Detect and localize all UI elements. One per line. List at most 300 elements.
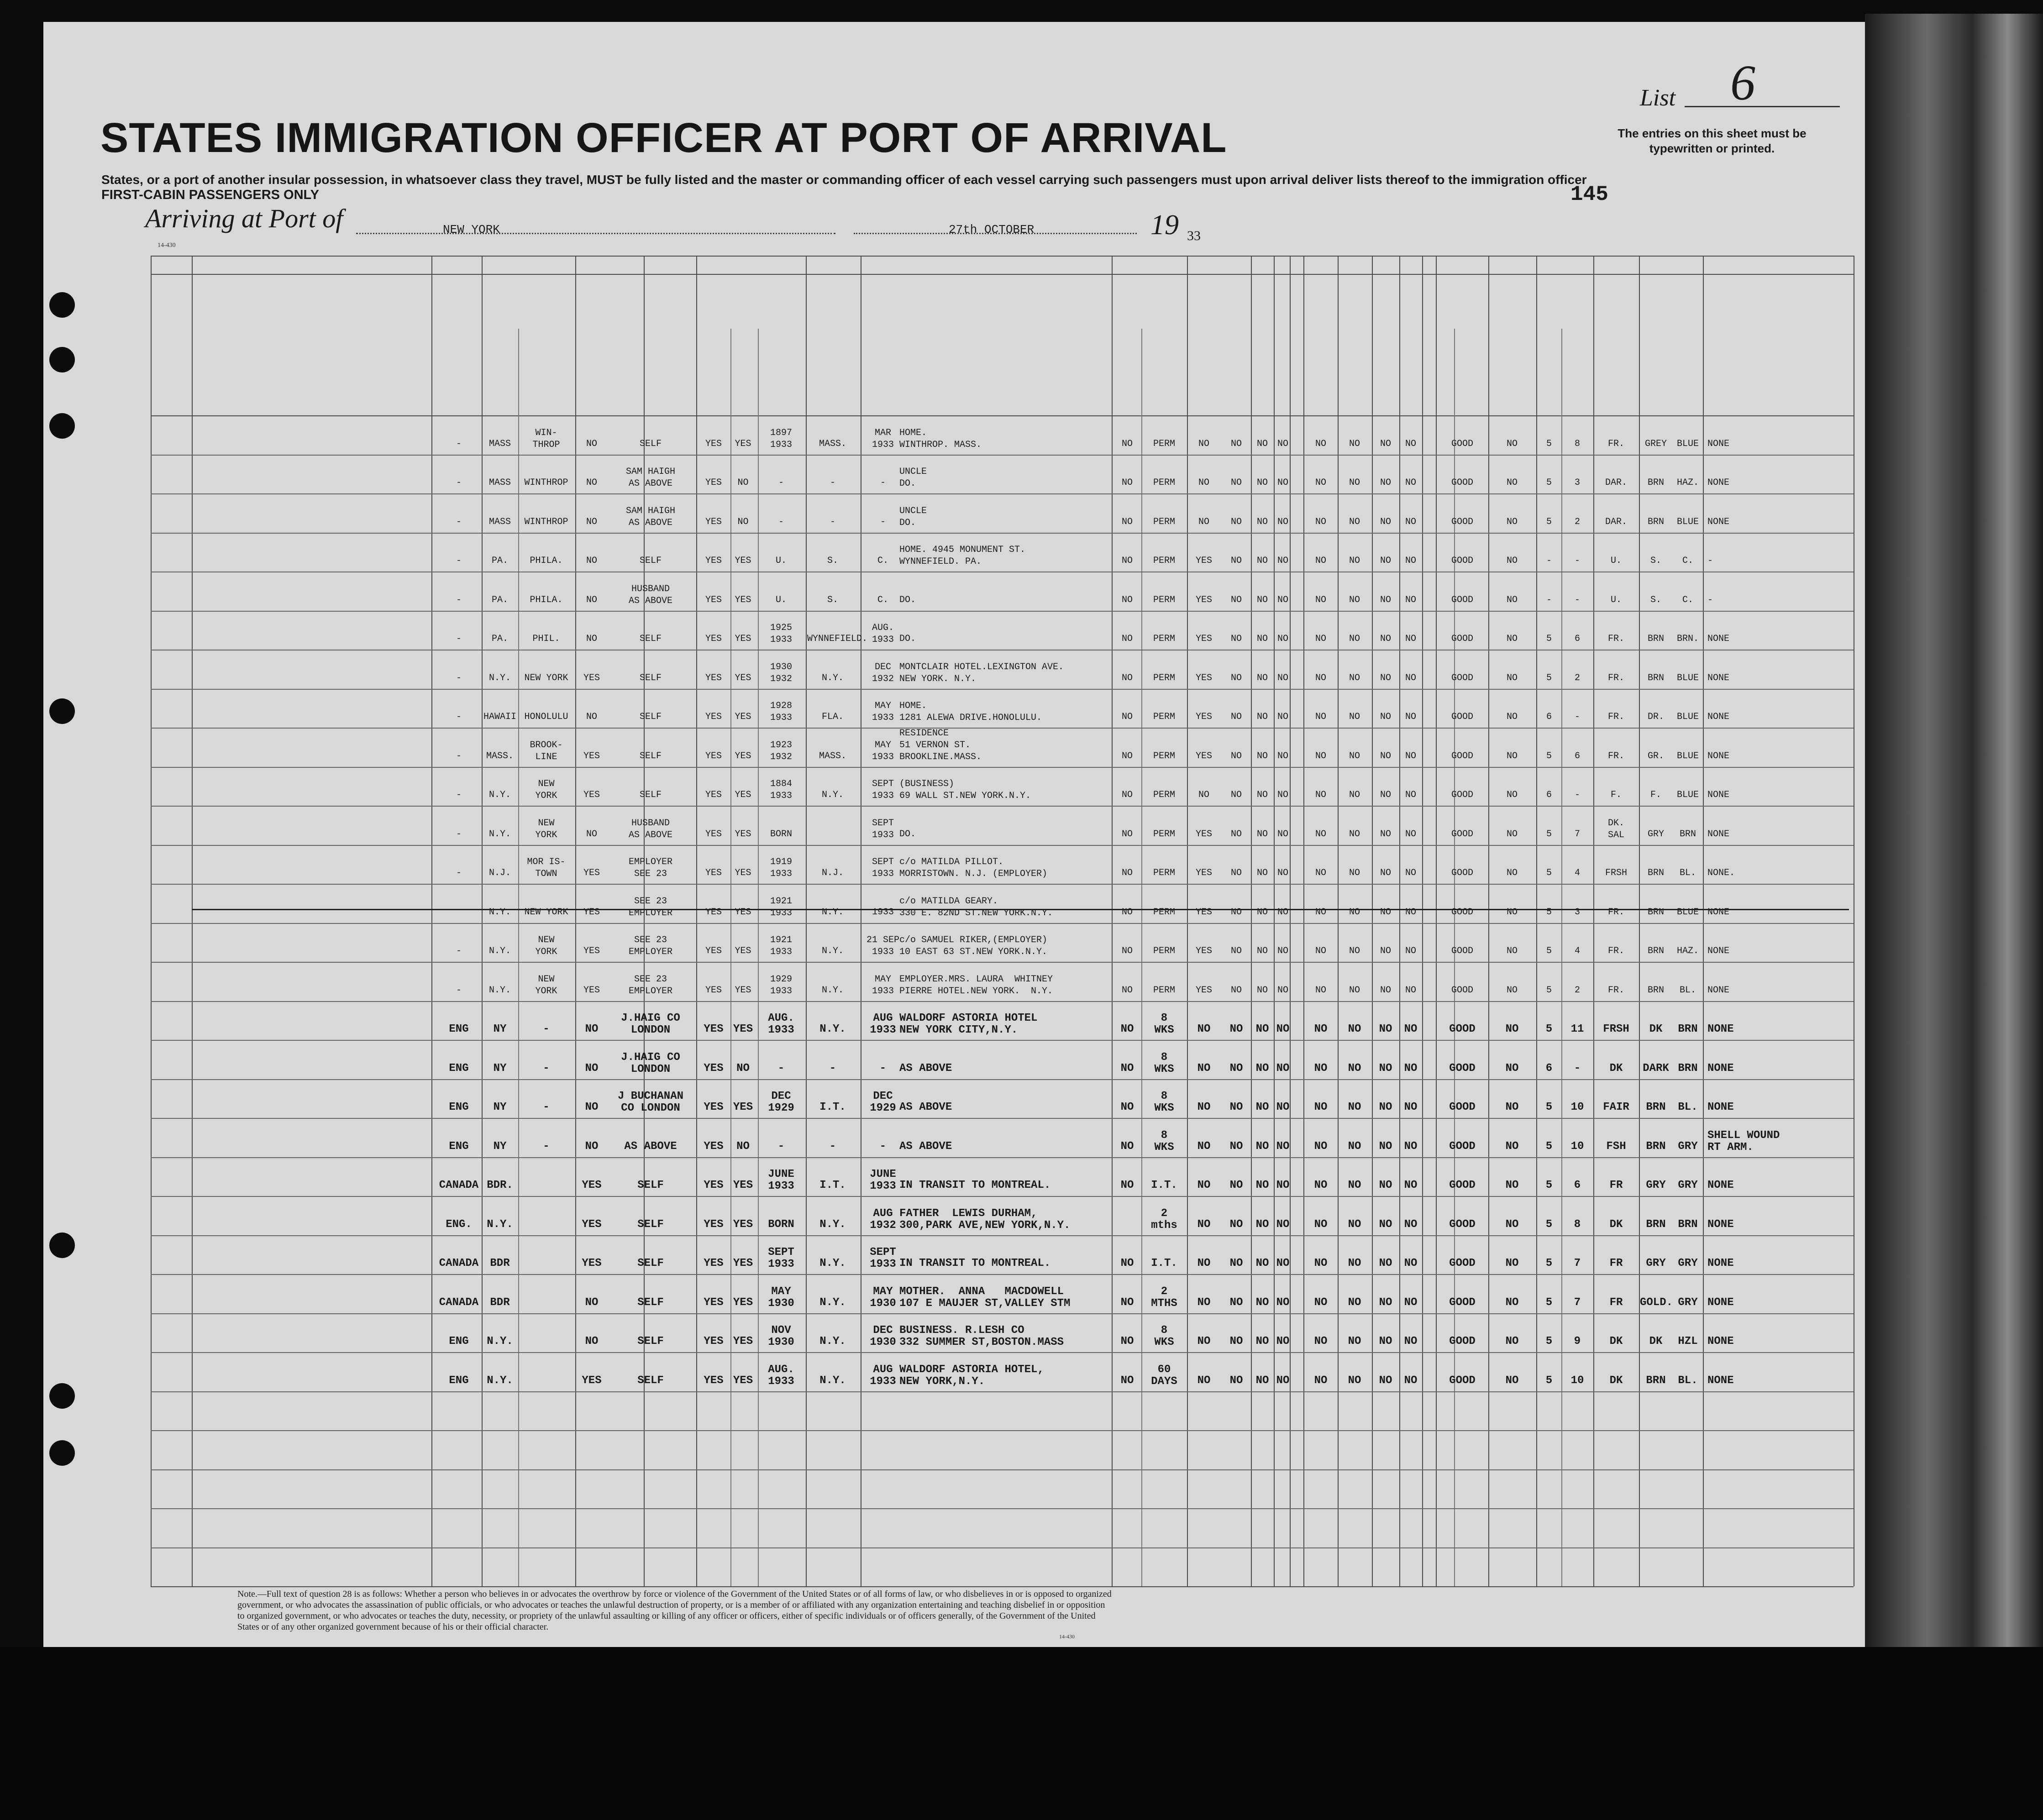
cell-where: N.Y. bbox=[819, 1257, 846, 1269]
cell-q25: NO bbox=[1229, 1257, 1243, 1269]
cell-ticket: NO bbox=[586, 477, 597, 488]
cell-p3: NO bbox=[1197, 1335, 1211, 1348]
cell-where: FLA. bbox=[821, 712, 844, 722]
cell-q29: NO bbox=[1348, 1335, 1361, 1348]
cell-where: WYNNEFIELD. bbox=[807, 634, 868, 644]
cell-ticket: NO bbox=[585, 1140, 599, 1153]
cell-marks: NONE bbox=[1707, 516, 1730, 527]
cell-health: GOOD bbox=[1449, 1218, 1476, 1231]
cell-health: GOOD bbox=[1451, 556, 1473, 566]
cell-q30: NO bbox=[1379, 1140, 1392, 1153]
cell-eyes: GRY bbox=[1678, 1296, 1698, 1309]
cell-p3: YES bbox=[1195, 556, 1212, 566]
cell-yrs: U. bbox=[775, 594, 787, 605]
cell-s50: YES bbox=[705, 477, 722, 488]
cell-p2: PERM bbox=[1153, 712, 1175, 722]
cell-paid: HUSBAND AS ABOVE bbox=[628, 583, 672, 606]
cell-in: 3 bbox=[1574, 477, 1580, 488]
cell-paid: HUSBAND AS ABOVE bbox=[628, 818, 672, 840]
cell-in: 7 bbox=[1574, 1257, 1581, 1269]
cell-paid: SAM HAIGH AS ABOVE bbox=[625, 467, 676, 489]
arriving-label: Arriving at Port of bbox=[145, 204, 343, 233]
page-subtitle: States, or a port of another insular possession, in whatsoever class they travel, MUST be fully listed and the master or commanding officer of each vessel carrying such passengers must upon arrival deliver lists thereof to the immigration officer bbox=[101, 173, 1587, 187]
cell-q27: NO bbox=[1277, 634, 1288, 644]
cell-hair: BRN bbox=[1647, 672, 1664, 683]
row-line bbox=[151, 1469, 1854, 1470]
row-line bbox=[151, 611, 1854, 612]
cell-city: HONOLULU bbox=[524, 712, 568, 722]
cell-yrs: AUG. 1933 bbox=[768, 1363, 794, 1388]
cell-city: WINTHROP bbox=[524, 516, 568, 527]
cell-p1: NO bbox=[1121, 634, 1133, 644]
cell-ft: 5 bbox=[1546, 985, 1552, 996]
cell-p2: I.T. bbox=[1151, 1179, 1177, 1191]
cell-ft: 5 bbox=[1546, 516, 1552, 527]
cell-ft: 5 bbox=[1546, 672, 1552, 683]
cell-state: NY bbox=[493, 1062, 507, 1075]
cell-where: N.Y. bbox=[821, 985, 844, 996]
cell-p1: NO bbox=[1120, 1296, 1134, 1309]
cell-ticket: YES bbox=[582, 1257, 602, 1269]
cell-q26: NO bbox=[1255, 1062, 1269, 1075]
row-line bbox=[151, 806, 1854, 807]
cell-city: - bbox=[543, 1062, 550, 1075]
cell-in: - bbox=[1574, 712, 1580, 722]
cell-eyes: GRY bbox=[1678, 1257, 1698, 1269]
cell-city: PHIL. bbox=[532, 634, 560, 644]
cell-deformed: NO bbox=[1506, 634, 1518, 644]
cell-q31: NO bbox=[1405, 907, 1416, 918]
cell-join: AS ABOVE bbox=[899, 1140, 952, 1153]
cell-ticket: YES bbox=[582, 1218, 602, 1231]
cell-cx: FR. bbox=[1607, 985, 1624, 996]
cell-ft: 6 bbox=[1546, 790, 1552, 800]
cell-ticket: NO bbox=[586, 556, 597, 566]
cell-paid: SEE 23 EMPLOYER bbox=[628, 974, 672, 997]
cell-q25: NO bbox=[1230, 594, 1242, 605]
cell-p1: NO bbox=[1120, 1335, 1134, 1348]
cell-q30: NO bbox=[1380, 438, 1391, 449]
cell-deformed: NO bbox=[1506, 750, 1518, 761]
cell-q29: NO bbox=[1349, 907, 1360, 918]
cell-state: N.Y. bbox=[488, 985, 511, 996]
cell-yrs: JUNE 1933 bbox=[768, 1168, 794, 1192]
cell-join: FATHER LEWIS DURHAM, 300,PARK AVE,NEW YORK,N.Y. bbox=[899, 1207, 1071, 1232]
cell-marks: NONE bbox=[1707, 985, 1730, 996]
cell-ticket: NO bbox=[586, 438, 597, 449]
cell-last: DEC 1932 bbox=[872, 661, 894, 684]
cell-q31: NO bbox=[1404, 1257, 1418, 1269]
cell-where: S. bbox=[827, 594, 838, 605]
cell-q28: NO bbox=[1315, 790, 1326, 800]
cell-deformed: NO bbox=[1505, 1062, 1519, 1075]
cell-q25: NO bbox=[1229, 1179, 1243, 1191]
cell-state: N.Y. bbox=[487, 1374, 513, 1387]
cell-where: N.Y. bbox=[821, 672, 844, 683]
cell-q27: NO bbox=[1276, 1140, 1290, 1153]
cell-last: MAR 1933 bbox=[872, 427, 894, 450]
cell-p1: NO bbox=[1121, 438, 1133, 449]
cell-in: 4 bbox=[1574, 868, 1580, 878]
cell-where: S. bbox=[827, 556, 838, 566]
cell-join: UNCLE DO. bbox=[899, 467, 927, 489]
cell-hair: GR. bbox=[1647, 750, 1664, 761]
cell-ft: 5 bbox=[1546, 477, 1552, 488]
cell-ticket: NO bbox=[586, 594, 597, 605]
cell-state: N.Y. bbox=[487, 1335, 513, 1348]
cell-ft: 6 bbox=[1546, 712, 1552, 722]
cell-q29: NO bbox=[1348, 1101, 1361, 1113]
cell-s50: YES bbox=[705, 516, 722, 527]
cell-state: N.Y. bbox=[488, 946, 511, 956]
cell-p2: I.T. bbox=[1151, 1257, 1177, 1269]
cell-deformed: NO bbox=[1506, 438, 1518, 449]
cell-paid: SELF bbox=[639, 634, 662, 644]
cell-city: NEW YORK bbox=[535, 779, 557, 801]
cell-q30: NO bbox=[1380, 868, 1391, 878]
cell-where: N.Y. bbox=[821, 790, 844, 800]
cell-q30: NO bbox=[1380, 985, 1391, 996]
cell-ever: YES bbox=[733, 1101, 753, 1113]
cell-cx: DAR. bbox=[1605, 477, 1627, 488]
cell-foreign: ENG. bbox=[446, 1218, 472, 1231]
cell-marks: NONE bbox=[1707, 672, 1730, 683]
cell-in: 8 bbox=[1574, 438, 1580, 449]
cell-q27: NO bbox=[1276, 1179, 1290, 1191]
cell-cx: FR. bbox=[1607, 946, 1624, 956]
cell-p2: PERM bbox=[1153, 438, 1175, 449]
row-line bbox=[151, 533, 1854, 534]
cell-cx: FR bbox=[1609, 1296, 1623, 1309]
cell-eyes: HAZ. bbox=[1676, 946, 1699, 956]
cell-paid: SELF bbox=[639, 712, 662, 722]
cell-q29: NO bbox=[1349, 868, 1360, 878]
cell-s50: YES bbox=[704, 1101, 724, 1113]
cell-join: (BUSINESS) 69 WALL ST.NEW YORK.N.Y. bbox=[899, 779, 1031, 801]
cell-q31: NO bbox=[1405, 516, 1416, 527]
cell-q28: NO bbox=[1314, 1257, 1328, 1269]
cell-p3: NO bbox=[1198, 516, 1209, 527]
cell-marks: SHELL WOUND RT ARM. bbox=[1707, 1129, 1780, 1154]
row-line bbox=[151, 962, 1854, 963]
cell-q31: NO bbox=[1405, 634, 1416, 644]
cell-eyes: BLUE bbox=[1676, 438, 1699, 449]
cell-state: BDR bbox=[490, 1296, 510, 1309]
cell-yrs: BORN bbox=[770, 829, 792, 839]
cell-health: GOOD bbox=[1449, 1296, 1476, 1309]
cell-paid: SELF bbox=[637, 1257, 664, 1269]
cell-deformed: NO bbox=[1506, 516, 1518, 527]
cell-ft: 5 bbox=[1545, 1101, 1553, 1113]
cell-ft: 5 bbox=[1546, 438, 1552, 449]
cell-p3: YES bbox=[1195, 946, 1212, 956]
cell-cx: FSH bbox=[1606, 1140, 1626, 1153]
cell-q29: NO bbox=[1349, 672, 1360, 683]
cell-cx: DK bbox=[1609, 1335, 1623, 1348]
cell-ft: 5 bbox=[1545, 1296, 1553, 1309]
cell-ever: YES bbox=[735, 868, 751, 878]
cell-cx: FRSH bbox=[1603, 1023, 1629, 1035]
cell-join: HOME. WINTHROP. MASS. bbox=[899, 427, 982, 450]
cell-in: - bbox=[1574, 594, 1580, 605]
cell-health: GOOD bbox=[1449, 1257, 1476, 1269]
cell-paid: J.HAIG CO LONDON bbox=[621, 1051, 680, 1075]
cell-q31: NO bbox=[1405, 712, 1416, 722]
cell-marks: NONE bbox=[1707, 790, 1730, 800]
cell-q28: NO bbox=[1314, 1140, 1328, 1153]
cell-s50: YES bbox=[704, 1218, 724, 1231]
cell-foreign: - bbox=[456, 868, 462, 878]
cell-last: MAY 1933 bbox=[872, 974, 894, 997]
cell-hair: BRN bbox=[1647, 985, 1664, 996]
cell-hair: GOLD. bbox=[1640, 1296, 1673, 1309]
cell-where: - bbox=[829, 1062, 836, 1075]
cell-city: - bbox=[543, 1140, 550, 1153]
cell-hair: BRN bbox=[1646, 1101, 1666, 1113]
cell-ft: 5 bbox=[1545, 1140, 1553, 1153]
row-line bbox=[151, 767, 1854, 768]
cell-p3: NO bbox=[1197, 1140, 1211, 1153]
cell-foreign: ENG bbox=[449, 1062, 469, 1075]
cell-q27: NO bbox=[1276, 1335, 1290, 1348]
cell-ever: YES bbox=[735, 634, 751, 644]
cell-q25: NO bbox=[1230, 556, 1242, 566]
cell-q28: NO bbox=[1315, 712, 1326, 722]
cell-foreign: ENG bbox=[449, 1140, 469, 1153]
page-number: 145 bbox=[1570, 183, 1608, 206]
cell-q29: NO bbox=[1349, 790, 1360, 800]
cell-in: 9 bbox=[1574, 1335, 1581, 1348]
cell-q30: NO bbox=[1380, 594, 1391, 605]
cell-yrs: 1921 1933 bbox=[770, 896, 792, 918]
cell-s50: YES bbox=[705, 790, 722, 800]
cell-q27: NO bbox=[1277, 712, 1288, 722]
cell-foreign: - bbox=[456, 438, 462, 449]
year-prefix: 19 bbox=[1150, 210, 1179, 241]
cell-where: - bbox=[830, 516, 835, 527]
row-line bbox=[151, 1157, 1854, 1158]
cell-q29: NO bbox=[1349, 946, 1360, 956]
cell-q26: NO bbox=[1256, 790, 1268, 800]
cell-q31: NO bbox=[1405, 829, 1416, 839]
cell-q26: NO bbox=[1255, 1374, 1269, 1387]
cell-yrs: U. bbox=[775, 556, 787, 566]
cell-ticket: NO bbox=[585, 1023, 599, 1035]
cell-s50: YES bbox=[705, 907, 722, 918]
cell-where: N.Y. bbox=[819, 1218, 846, 1231]
cell-ticket: NO bbox=[585, 1296, 599, 1309]
cell-where: - bbox=[829, 1140, 836, 1153]
cell-foreign: - bbox=[456, 672, 462, 683]
cell-foreign: - bbox=[456, 556, 462, 566]
cell-p3: NO bbox=[1198, 477, 1209, 488]
cell-q25: NO bbox=[1230, 438, 1242, 449]
cell-ticket: YES bbox=[583, 907, 600, 918]
cell-hair: BRN bbox=[1646, 1140, 1666, 1153]
cell-ticket: NO bbox=[585, 1062, 599, 1075]
cell-q31: NO bbox=[1404, 1296, 1418, 1309]
header-bottom-line bbox=[151, 415, 1854, 416]
cell-foreign: - bbox=[456, 516, 462, 527]
cell-city: BROOK- LINE bbox=[530, 740, 563, 762]
cell-p3: YES bbox=[1195, 750, 1212, 761]
cell-q28: NO bbox=[1315, 985, 1326, 996]
row-line bbox=[151, 1313, 1854, 1314]
cell-p3: NO bbox=[1197, 1023, 1211, 1035]
cell-q31: NO bbox=[1405, 672, 1416, 683]
cell-q29: NO bbox=[1348, 1140, 1361, 1153]
cell-hair: DK bbox=[1649, 1335, 1663, 1348]
cell-eyes: BRN bbox=[1678, 1218, 1698, 1231]
cell-q31: NO bbox=[1404, 1062, 1418, 1075]
cell-ever: YES bbox=[733, 1023, 753, 1035]
cell-q30: NO bbox=[1380, 634, 1391, 644]
cell-eyes: BRN bbox=[1679, 829, 1696, 839]
cell-q31: NO bbox=[1404, 1140, 1418, 1153]
cell-yrs: 1884 1933 bbox=[770, 779, 792, 801]
cell-cx: FR bbox=[1609, 1257, 1623, 1269]
cell-where: - bbox=[830, 477, 835, 488]
cell-s50: YES bbox=[705, 672, 722, 683]
cell-join: DO. bbox=[899, 594, 916, 605]
row-line bbox=[151, 1274, 1854, 1275]
cell-ticket: YES bbox=[582, 1179, 602, 1191]
cell-state: BDR bbox=[490, 1257, 510, 1269]
cell-marks: NONE bbox=[1707, 1179, 1734, 1191]
port-value: NEW YORK bbox=[443, 223, 500, 236]
cell-ft: 5 bbox=[1546, 907, 1552, 918]
cell-p3: YES bbox=[1195, 985, 1212, 996]
cell-paid: SELF bbox=[637, 1218, 664, 1231]
cell-deformed: NO bbox=[1505, 1257, 1519, 1269]
cell-q29: NO bbox=[1348, 1296, 1361, 1309]
cell-join: c/o MATILDA PILLOT. MORRISTOWN. N.J. (EMPLOYER) bbox=[899, 857, 1048, 879]
cell-hair: DK bbox=[1649, 1023, 1663, 1035]
cell-foreign: - bbox=[456, 712, 462, 722]
cell-deformed: NO bbox=[1506, 946, 1518, 956]
cell-q29: NO bbox=[1349, 634, 1360, 644]
cell-deformed: NO bbox=[1506, 712, 1518, 722]
cell-in: 11 bbox=[1570, 1023, 1584, 1035]
cell-deformed: NO bbox=[1506, 594, 1518, 605]
cell-s50: YES bbox=[704, 1140, 724, 1153]
cell-q30: NO bbox=[1380, 907, 1391, 918]
cell-q29: NO bbox=[1348, 1218, 1361, 1231]
cell-ever: YES bbox=[735, 438, 751, 449]
cell-cx: FRSH bbox=[1605, 868, 1627, 878]
cell-hair: BRN bbox=[1646, 1374, 1666, 1387]
cell-q27: NO bbox=[1277, 438, 1288, 449]
cell-foreign: ENG bbox=[449, 1335, 469, 1348]
cell-eyes: BLUE bbox=[1676, 750, 1699, 761]
cell-join: AS ABOVE bbox=[899, 1062, 952, 1075]
cell-ft: 5 bbox=[1546, 829, 1552, 839]
cell-q27: NO bbox=[1277, 829, 1288, 839]
cell-where: N.Y. bbox=[819, 1374, 846, 1387]
cell-marks: NONE. bbox=[1707, 868, 1735, 878]
cell-p1: NO bbox=[1121, 712, 1133, 722]
cell-deformed: NO bbox=[1506, 829, 1518, 839]
cell-cx: DK bbox=[1609, 1374, 1623, 1387]
cell-last: - bbox=[880, 477, 886, 488]
grid-bottom-line bbox=[151, 1586, 1854, 1587]
cell-eyes: BLUE bbox=[1676, 790, 1699, 800]
cell-p1: NO bbox=[1121, 829, 1133, 839]
cell-p1: NO bbox=[1121, 868, 1133, 878]
cell-state: HAWAII bbox=[483, 712, 516, 722]
cell-cx: DAR. bbox=[1605, 516, 1627, 527]
cell-q25: NO bbox=[1230, 477, 1242, 488]
cell-q27: NO bbox=[1277, 946, 1288, 956]
cell-p1: NO bbox=[1120, 1257, 1134, 1269]
cell-paid: SELF bbox=[639, 750, 662, 761]
cell-ticket: YES bbox=[583, 868, 600, 878]
footer-code: 14-430 bbox=[1059, 1633, 1075, 1640]
cell-q29: NO bbox=[1349, 594, 1360, 605]
cell-in: 3 bbox=[1574, 907, 1580, 918]
cell-yrs: 1929 1933 bbox=[770, 974, 792, 997]
cell-marks: NONE bbox=[1707, 1101, 1734, 1113]
cell-foreign: CANADA bbox=[439, 1296, 479, 1309]
cell-q26: NO bbox=[1255, 1257, 1269, 1269]
cell-q31: NO bbox=[1405, 556, 1416, 566]
cell-paid: SELF bbox=[637, 1179, 664, 1191]
cell-paid: SELF bbox=[639, 672, 662, 683]
cell-last: MAY 1930 bbox=[870, 1285, 896, 1310]
cell-join: HOME. 4945 MONUMENT ST. WYNNEFIELD. PA. bbox=[899, 545, 1026, 567]
cell-last: - bbox=[879, 1140, 887, 1153]
cell-q27: NO bbox=[1277, 868, 1288, 878]
cell-s50: YES bbox=[704, 1257, 724, 1269]
row-line bbox=[151, 1118, 1854, 1119]
cell-s50: YES bbox=[705, 712, 722, 722]
cell-q27: NO bbox=[1276, 1257, 1290, 1269]
cell-p2: PERM bbox=[1153, 634, 1175, 644]
cell-state: N.Y. bbox=[488, 829, 511, 839]
cell-s50: YES bbox=[704, 1335, 724, 1348]
cell-yrs: DEC 1929 bbox=[768, 1090, 794, 1114]
cell-foreign: - bbox=[456, 594, 462, 605]
cell-join: c/o SAMUEL RIKER,(EMPLOYER) 10 EAST 63 ST.NEW YORK.N.Y. bbox=[899, 935, 1048, 957]
cell-q27: NO bbox=[1276, 1062, 1290, 1075]
cell-paid: J.HAIG CO LONDON bbox=[621, 1012, 680, 1036]
cell-q26: NO bbox=[1256, 712, 1268, 722]
cell-q27: NO bbox=[1276, 1374, 1290, 1387]
cell-cx: U. bbox=[1610, 594, 1622, 605]
cell-p3: YES bbox=[1195, 868, 1212, 878]
row-line bbox=[151, 1079, 1854, 1080]
year-suffix: 33 bbox=[1187, 228, 1201, 243]
cell-deformed: NO bbox=[1505, 1218, 1519, 1231]
cell-in: 6 bbox=[1574, 1179, 1581, 1191]
cell-q27: NO bbox=[1276, 1101, 1290, 1113]
cell-health: GOOD bbox=[1451, 594, 1473, 605]
cell-q31: NO bbox=[1404, 1374, 1418, 1387]
cell-yrs: SEPT 1933 bbox=[768, 1246, 794, 1270]
cell-p3: YES bbox=[1195, 672, 1212, 683]
cell-state: N.Y. bbox=[488, 672, 511, 683]
cell-yrs: - bbox=[778, 477, 784, 488]
cell-q30: NO bbox=[1380, 556, 1391, 566]
cell-marks: NONE bbox=[1707, 1335, 1734, 1348]
cell-q27: NO bbox=[1277, 672, 1288, 683]
cell-ticket: YES bbox=[582, 1374, 602, 1387]
cell-q29: NO bbox=[1349, 438, 1360, 449]
cell-p1: NO bbox=[1120, 1374, 1134, 1387]
cell-yrs: 1930 1932 bbox=[770, 661, 792, 684]
cell-q30: NO bbox=[1379, 1179, 1392, 1191]
cell-yrs: 1897 1933 bbox=[770, 427, 792, 450]
